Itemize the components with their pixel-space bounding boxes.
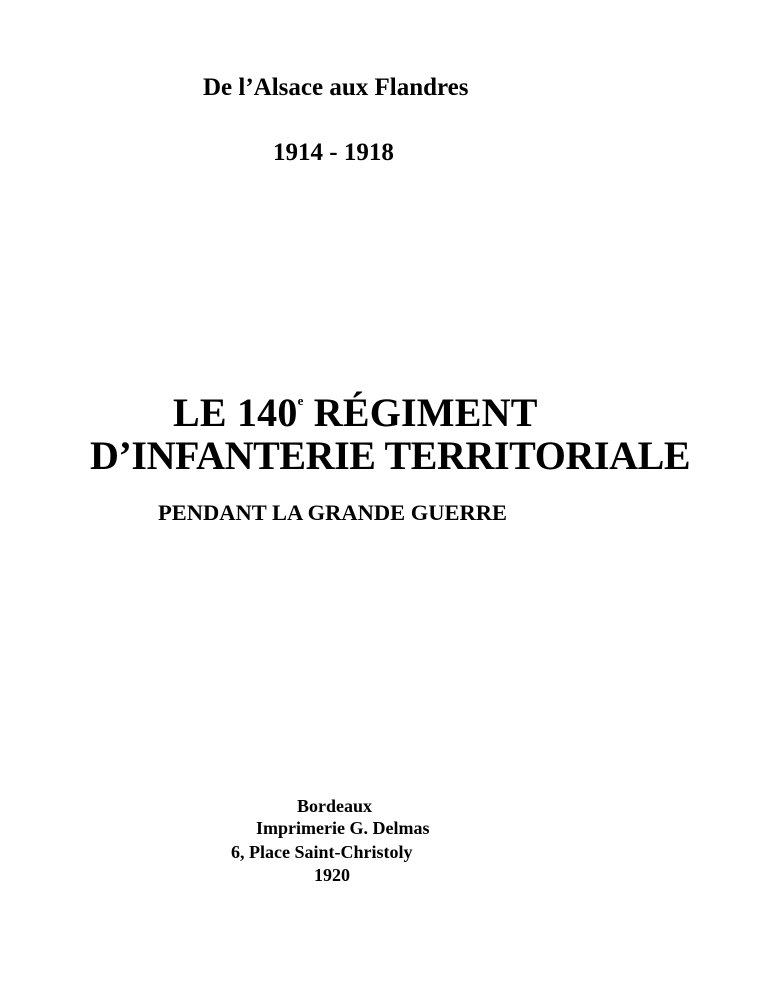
publisher-city: Bordeaux [297,796,373,816]
title-suffix: RÉGIMENT [303,390,538,435]
cover-subtitle: De l’Alsace aux Flandres [203,74,469,101]
title-prefix: LE 140 [173,390,298,435]
cover-title-line-1 [173,389,538,436]
cover-title-line-2: D’INFANTERIE TERRITORIALE [90,433,691,478]
publication-year: 1920 [314,865,350,885]
cover-tagline: PENDANT LA GRANDE GUERRE [158,500,508,525]
cover-dates: 1914 - 1918 [273,139,394,166]
publisher-address: 6, Place Saint-Christoly [231,842,413,862]
publisher-printer: Imprimerie G. Delmas [256,818,430,838]
title-superscript: e [297,393,304,408]
